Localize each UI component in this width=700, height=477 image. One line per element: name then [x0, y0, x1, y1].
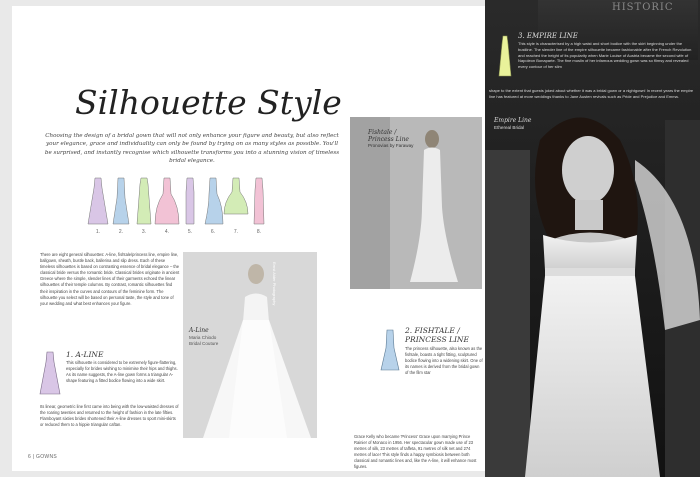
aline-heading: 1. A-LINE: [66, 350, 104, 359]
empire-caption: [494, 118, 531, 131]
dress-shape: [186, 178, 194, 224]
fishtale-heading-line2: PRINCESS LINE: [405, 335, 469, 344]
caption-title-2: Princess Line: [368, 135, 409, 143]
dress-number: 5.: [187, 229, 193, 235]
dress-number: 4.: [164, 229, 170, 235]
dress-icon-3: [137, 178, 151, 224]
right-page-photo: [485, 0, 700, 477]
caption-line: Pronovias by Faraway: [368, 143, 414, 148]
caption-title: A-Line: [189, 327, 209, 334]
dress-icon-6: [205, 178, 223, 224]
dress-number: 1.: [95, 229, 101, 235]
dress-number: 7.: [233, 229, 239, 235]
dress-shape: [137, 178, 151, 224]
aline-paragraph-2: Its linear, geometric line first came into being with the low-waisted dresses of the roaring twenties and returned to the height of fashion in the late fifties. Flamboyant sixties brides shortened their A-line dresses to sport mini-skirts or reduced them to a hippie triangular caftan.: [40, 404, 179, 428]
fishtale-dress-icon: [380, 328, 400, 372]
dress-number: 2.: [118, 229, 124, 235]
dress-number: 3.: [141, 229, 147, 235]
dress-shape: [88, 178, 108, 224]
page-title: Silhouette Style: [75, 83, 342, 122]
silhouette-icons-row: [82, 176, 272, 236]
dress-icon-1: [88, 178, 108, 224]
dress-number: 6.: [210, 229, 216, 235]
dress-shape: [205, 178, 223, 224]
dress-icon-4: [155, 178, 179, 224]
page-footer: 6 | GOWNS: [28, 454, 58, 460]
caption-line: Ethereal Bridal: [494, 124, 525, 130]
aline-dress-icon: [38, 350, 62, 396]
fishtale-caption: [368, 130, 413, 150]
dress-silhouettes: [82, 176, 272, 228]
fishtale-paragraph-2: Grace Kelly who became 'Princess' Grace upon marrying Prince Rainier of Monaco in 1956. Her spectacular gown made use of 23 metres of silk, 23 metres of taffeta, 91 metres of silk net and 274 metres of lace! This style finds a happy symbiosis between both classical and romantic lines and, like the A-line, it will enhance most figures.: [354, 434, 477, 470]
empire-paragraph: This style is characterised by a high waist and short bodice with the skirt beginning under the bustline. The slender line of the empire silhouette became fashionable after the French Revolution and reached the height of its popularity when Marie Louise of Austria became the second wife of Napoleon Bonaparte. The fine muslin of her infamous wedding gown was so flimsy and revealed every contour of her slim: [518, 41, 692, 70]
dress-icon-2: [113, 178, 129, 224]
empire-heading: 3. EMPIRE LINE: [518, 32, 578, 40]
caption-title: Empire Line: [494, 117, 532, 124]
caption-title: Fishtale /: [368, 129, 397, 136]
dress-shape: [254, 178, 264, 224]
photo-credit: Ernst Alder Photography: [272, 262, 277, 306]
empire-paragraph-2: shape to the extent that guests joked about whether it was a bridal gown or a nightgown! In recent years the empire line has featured at more weddings thanks to Jane Austen revivals such as Pride and Prejudice and Emma.: [489, 88, 694, 99]
fishtale-heading-line1: 2. FISHTALE /: [405, 326, 460, 335]
dress-icon-8: [254, 178, 264, 224]
dress-shape: [155, 178, 179, 224]
empire-dress-icon: [497, 34, 513, 78]
sign-text: HISTORIC: [612, 2, 674, 13]
fishtale-heading: [405, 326, 485, 344]
fishtale-paragraph: The princess silhouette, also known as the fishtale, boasts a tight fitting, sculptured bodice flowing into a widening skirt. One of its names is derived from the bridal gown of the film star: [405, 346, 483, 376]
dress-shape: [224, 178, 248, 214]
overview-paragraph: There are eight general silhouettes: A-line, fishtale/princess line, empire line, ballgown, sheath, bustle back, ballerina and slip dress. Each of these timeless silhouettes is based on contrasting essence of bridal elegance – the classical bride versus the romantic bride. Classical brides originate in ancient Greece where the simple, slender lines of their garments echoed the linear silhouettes of their temple columns. By contrast, romantic silhouettes find their inspiration in the curves and contours of the feminine form. The silhouette you select will be based on personal taste, the style and tone of your wedding and what best enhances your figure.: [40, 252, 180, 306]
caption-line: Maria Chiodo: [189, 334, 217, 340]
aline-caption: [189, 328, 218, 348]
caption-line: Bridal Couture: [189, 341, 219, 346]
dress-icon-7: [224, 178, 248, 214]
empire-bride-photo: [485, 0, 700, 477]
aline-paragraph: This silhouette is considered to be extremely figure-flattering, especially for brides wishing to minimise their hips and thighs. As its name suggests, the A-line gown forms a triangular A-shape featuring a fitted bodice flowing into a wide skirt.: [66, 360, 178, 384]
dress-number: 8.: [256, 229, 262, 235]
dress-icon-5: [186, 178, 194, 224]
dress-shape: [113, 178, 129, 224]
intro-paragraph: Choosing the design of a bridal gown that will not only enhance your figure and beauty, but also reflect your elegance, grace and individuality can only be found by trying on as many styles as possible. You'll be surprised, and instantly recognise which silhouette transforms you into a stunning vision of timeless bridal elegance.: [44, 133, 340, 165]
